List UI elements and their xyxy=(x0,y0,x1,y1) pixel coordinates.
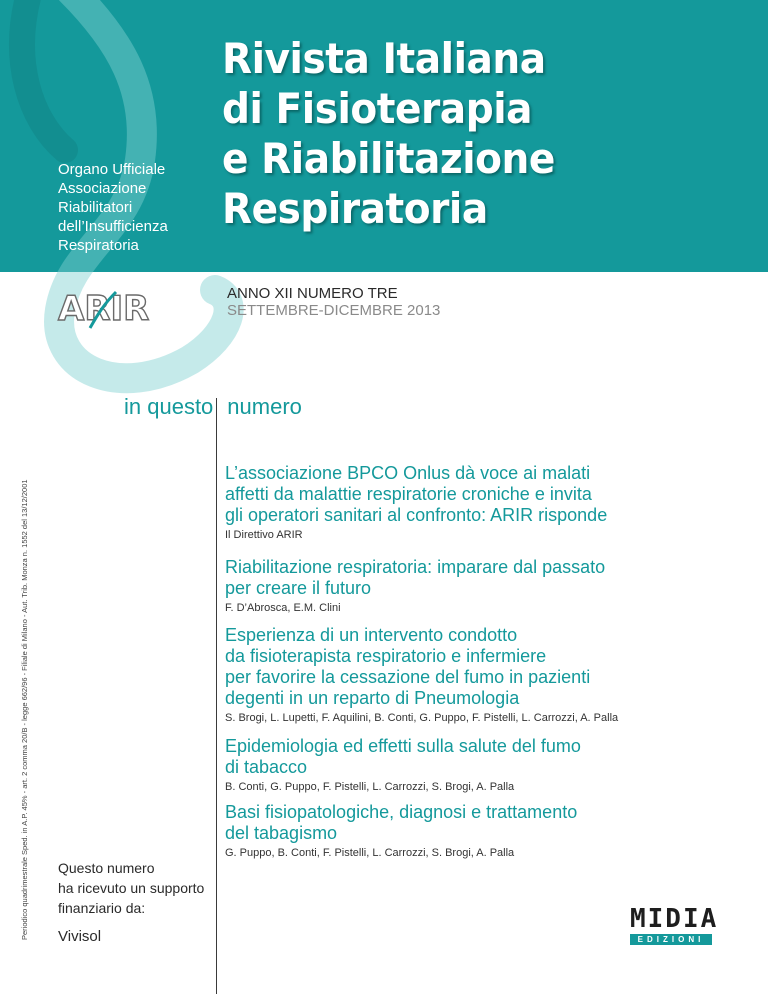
article-title-line: di tabacco xyxy=(225,757,308,777)
article-title xyxy=(225,736,745,778)
publisher-logo xyxy=(630,904,719,945)
section-title xyxy=(124,394,302,420)
title-line: di Fisioterapia xyxy=(222,84,533,133)
article-title-line: Riabilitazione respiratoria: imparare dal passato xyxy=(225,557,606,577)
article-title-line: affetti da malattie respiratorie croniche e invita xyxy=(225,484,592,504)
article-authors: B. Conti, G. Puppo, F. Pistelli, L. Carrozzi, S. Brogi, A. Palla xyxy=(225,781,515,793)
article-title-line: L’associazione BPCO Onlus dà voce ai malati xyxy=(225,463,591,483)
side-legal-text xyxy=(20,479,34,954)
article-authors: G. Puppo, B. Conti, F. Pistelli, L. Carrozzi, S. Brogi, A. Palla xyxy=(225,847,515,859)
support-line: finanziario da: xyxy=(58,900,146,916)
organ-line: Riabilitatori xyxy=(58,199,133,216)
organ-line: Associazione xyxy=(58,180,147,197)
arir-logo xyxy=(56,284,150,330)
divider-line xyxy=(216,398,217,994)
organ-line: Respiratoria xyxy=(58,237,139,254)
publisher-sub: EDIZIONI xyxy=(630,934,712,945)
issue-number: ANNO XII NUMERO TRE xyxy=(227,285,398,302)
side-legal-line: Periodico quadrimestrale Sped. in A.P. 45% - art. 2 comma 20/B - legge 662/96 - Filiale di Milano - Aut. Trib. Monza n. 1552 del 13/12/2001 xyxy=(20,479,29,940)
article-authors: Il Direttivo ARIR xyxy=(225,529,303,541)
publisher-name: MIDIA xyxy=(630,904,719,934)
article-item[interactable] xyxy=(225,463,745,542)
organ-line: dell’Insufficienza xyxy=(58,218,168,235)
journal-title xyxy=(222,34,555,234)
title-line: Respiratoria xyxy=(222,184,488,233)
article-title-line: per creare il futuro xyxy=(225,578,372,598)
title-line: e Riabilitazione xyxy=(222,134,555,183)
issue-info xyxy=(227,285,440,319)
article-item[interactable] xyxy=(225,802,745,860)
title-line: Rivista Italiana xyxy=(222,34,546,83)
article-authors: S. Brogi, L. Lupetti, F. Aquilini, B. Conti, G. Puppo, F. Pistelli, L. Carrozzi, A. Palla xyxy=(225,712,619,724)
section-part1: in questo xyxy=(124,394,214,419)
article-item[interactable] xyxy=(225,736,745,794)
article-title-line: del tabagismo xyxy=(225,823,338,843)
article-title xyxy=(225,625,745,709)
support-line: ha ricevuto un supporto xyxy=(58,880,205,896)
article-item[interactable] xyxy=(225,625,745,725)
support-line: Questo numero xyxy=(58,860,155,876)
svg-text:ARIR: ARIR xyxy=(58,289,150,329)
issue-period: SETTEMBRE-DICEMBRE 2013 xyxy=(227,302,441,319)
article-title-line: degenti in un reparto di Pneumologia xyxy=(225,688,520,708)
article-title-line: gli operatori sanitari al confronto: ARIR risponde xyxy=(225,505,608,525)
article-title-line: per favorire la cessazione del fumo in pazienti xyxy=(225,667,591,687)
article-authors: F. D’Abrosca, E.M. Clini xyxy=(225,602,341,614)
section-part2: numero xyxy=(227,394,302,419)
article-title-line: da fisioterapista respiratorio e infermiere xyxy=(225,646,547,666)
sponsor-name: Vivisol xyxy=(58,928,102,945)
article-title xyxy=(225,557,745,599)
article-item[interactable] xyxy=(225,557,745,615)
article-title xyxy=(225,802,745,844)
support-note xyxy=(58,858,204,918)
organ-ufficiale xyxy=(58,160,168,255)
article-title-line: Basi fisiopatologiche, diagnosi e trattamento xyxy=(225,802,578,822)
article-title-line: Epidemiologia ed effetti sulla salute del fumo xyxy=(225,736,581,756)
article-title xyxy=(225,463,745,526)
organ-line: Organo Ufficiale xyxy=(58,161,166,178)
article-title-line: Esperienza di un intervento condotto xyxy=(225,625,518,645)
